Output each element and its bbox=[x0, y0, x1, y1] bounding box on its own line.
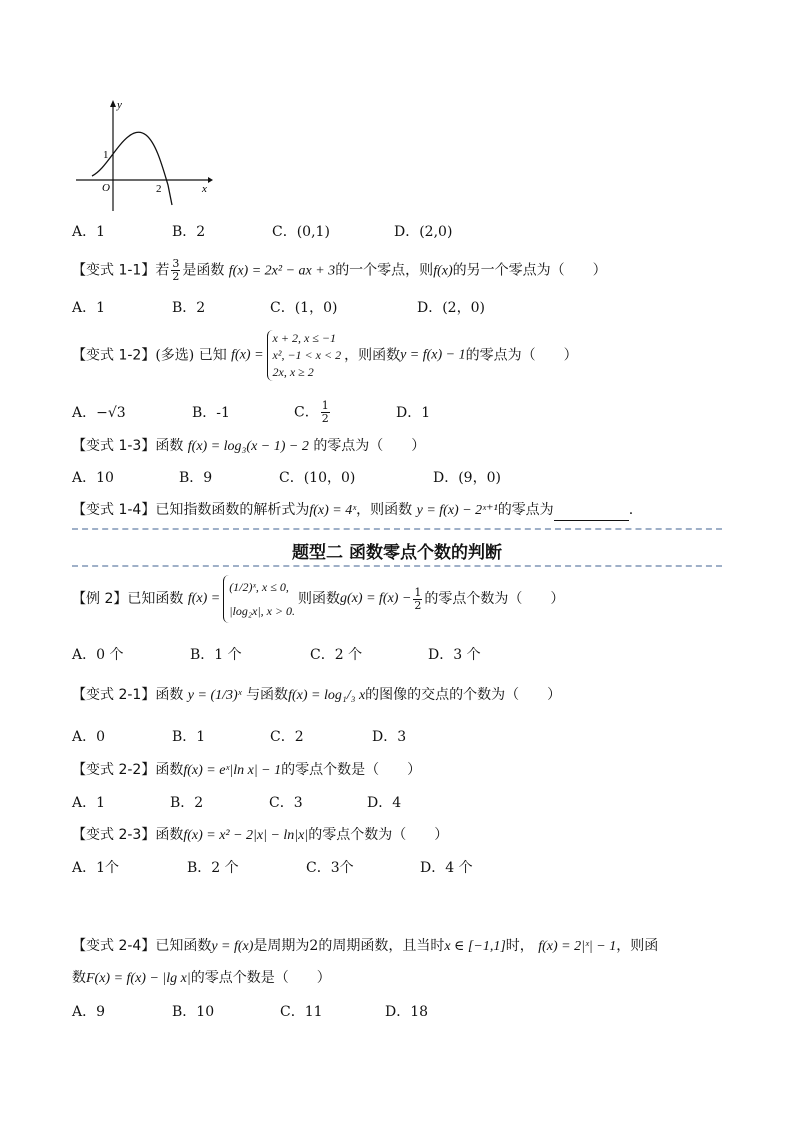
text: 已知函数 bbox=[155, 938, 212, 954]
ex2-question bbox=[72, 575, 564, 631]
text: 数 bbox=[72, 970, 86, 986]
option-a: A．1 bbox=[72, 795, 106, 811]
v21-question bbox=[72, 685, 561, 706]
question-tag: 【变式 2-2】 bbox=[72, 762, 156, 778]
section-divider-bottom bbox=[72, 565, 722, 567]
formula: y = f(x) bbox=[211, 939, 254, 954]
text: 函数 bbox=[155, 827, 184, 843]
option-b: B．10 bbox=[172, 1004, 215, 1020]
section-title: 题型二 函数零点个数的判断 bbox=[292, 543, 502, 563]
origin-label: O bbox=[102, 182, 110, 194]
fraction: $\frac{1}{2}$ bbox=[321, 399, 329, 425]
text: (多选) 已知 bbox=[155, 347, 227, 364]
q0-options bbox=[72, 222, 452, 242]
option-a: A．1 bbox=[72, 300, 106, 316]
formula: f(x) = x² − 2|x| − ln|x| bbox=[183, 828, 309, 843]
v24-question-line2 bbox=[72, 968, 331, 989]
v23-question bbox=[72, 825, 448, 846]
option-b: B．2 bbox=[172, 300, 206, 316]
section-divider-top bbox=[72, 528, 722, 530]
option-c: C．(1，0) bbox=[270, 300, 338, 316]
option-d: D．4 个 bbox=[420, 860, 473, 876]
option-a: A．1个 bbox=[72, 860, 120, 876]
text: ，则函 bbox=[616, 938, 659, 954]
question-tag: 【变式 2-1】 bbox=[72, 687, 156, 703]
formula: f(x) = 2|ˣ| − 1 bbox=[538, 939, 617, 954]
text: 则函数 bbox=[298, 591, 341, 607]
text: 的另一个零点为（ ） bbox=[452, 262, 607, 279]
text: 的零点为（ ） bbox=[313, 438, 426, 454]
formula: f(x) = bbox=[231, 347, 264, 363]
answer-blank[interactable] bbox=[554, 506, 629, 521]
v23-options bbox=[72, 858, 473, 878]
option-d: D．(2,0) bbox=[394, 224, 453, 240]
v24-question-line1 bbox=[72, 936, 658, 957]
v21-options bbox=[72, 727, 406, 747]
option-d: D．18 bbox=[385, 1004, 429, 1020]
text: 函数 bbox=[155, 687, 184, 703]
text: 是周期为 bbox=[253, 938, 310, 954]
option-b: B．2 bbox=[172, 224, 206, 240]
text: 函数 bbox=[155, 762, 184, 778]
option-d: D．(2，0) bbox=[417, 300, 485, 316]
formula: f(x) = eˣ|ln x| − 1 bbox=[183, 763, 282, 778]
option-a: A．10 bbox=[72, 470, 114, 486]
formula: f(x) = log₁/₃ x bbox=[288, 688, 366, 703]
option-a: A．1 bbox=[72, 224, 106, 240]
option-c: C．3 bbox=[269, 795, 303, 811]
formula: y = f(x) − 2ˣ⁺¹ bbox=[416, 503, 498, 518]
question-tag: 【变式 1-4】 bbox=[72, 502, 156, 518]
option-c: C．3个 bbox=[306, 860, 354, 876]
text: 的零点个数是（ ） bbox=[190, 970, 331, 986]
text: 时， bbox=[505, 938, 534, 954]
formula: g(x) = f(x) − bbox=[340, 591, 412, 606]
text: 的图像的交点的个数为（ ） bbox=[365, 687, 562, 703]
text: 是函数 bbox=[182, 262, 225, 279]
option-b: B．1 bbox=[172, 729, 206, 745]
option-b: B．-1 bbox=[192, 404, 230, 421]
text: 的零点个数为（ ） bbox=[424, 591, 565, 607]
option-d: D．1 bbox=[396, 404, 431, 421]
v22-question bbox=[72, 760, 421, 781]
text: 与函数 bbox=[246, 687, 289, 703]
piecewise-cases: x + 2, x ≤ −1 x², −1 < x < 2 2x, x ≥ 2 bbox=[267, 330, 342, 381]
x-axis-label: x bbox=[202, 183, 207, 195]
text: 的零点为 bbox=[497, 502, 554, 518]
text: 的一个零点，则 bbox=[335, 262, 434, 279]
option-b: B．2 bbox=[170, 795, 204, 811]
formula: f(x) bbox=[433, 263, 453, 279]
formula: y = (1/3)ˣ bbox=[187, 688, 242, 703]
ex2-options bbox=[72, 645, 481, 665]
v22-options bbox=[72, 793, 401, 813]
text: 函数 bbox=[155, 438, 184, 454]
question-tag: 【例 2】 bbox=[72, 591, 128, 607]
option-a: A．0 个 bbox=[72, 647, 124, 663]
text: 的零点个数是（ ） bbox=[281, 762, 422, 778]
text: 已知指数函数的解析式为 bbox=[155, 502, 310, 518]
text: . bbox=[628, 502, 634, 518]
function-graph bbox=[72, 95, 217, 215]
option-c: C． $\frac{1}{2}$ bbox=[294, 399, 329, 425]
formula: f(x) = 2x² − ax + 3 bbox=[228, 263, 336, 279]
option-d: D．(9，0) bbox=[433, 470, 501, 486]
text: 若 bbox=[155, 262, 170, 279]
text: 的零点为（ ） bbox=[465, 347, 578, 364]
question-tag: 【变式 1-3】 bbox=[72, 438, 156, 454]
y-axis-label: y bbox=[117, 99, 122, 111]
option-d: D．4 bbox=[367, 795, 402, 811]
option-b: B．1 个 bbox=[190, 647, 242, 663]
v14-question bbox=[72, 500, 633, 521]
v24-options bbox=[72, 1002, 428, 1022]
formula: f(x) = 4ˣ bbox=[309, 503, 357, 518]
x-tick-label: 2 bbox=[156, 183, 162, 195]
fraction: $\frac{3}{2}$ bbox=[172, 257, 180, 283]
v11-question bbox=[72, 258, 607, 283]
v12-question bbox=[72, 330, 578, 386]
v11-options bbox=[72, 298, 485, 318]
y-axis-arrow bbox=[110, 100, 116, 107]
question-tag: 【变式 1-2】 bbox=[72, 347, 156, 364]
option-c: C．11 bbox=[280, 1004, 323, 1020]
fraction: $\frac{1}{2}$ bbox=[414, 585, 422, 612]
formula: f(x) = log₃(x − 1) − 2 bbox=[187, 439, 309, 454]
option-a: A．0 bbox=[72, 729, 106, 745]
text: ，则函数 bbox=[356, 502, 413, 518]
v12-options bbox=[72, 400, 430, 425]
question-tag: 【变式 1-1】 bbox=[72, 262, 156, 279]
option-b: B．9 bbox=[179, 470, 213, 486]
text: ，则函数 bbox=[344, 347, 401, 364]
text: 的周期函数，且当时 bbox=[318, 938, 445, 954]
question-tag: 【变式 2-3】 bbox=[72, 827, 156, 843]
text: 已知函数 bbox=[127, 591, 184, 607]
formula: y = f(x) − 1 bbox=[400, 347, 466, 363]
x-axis-arrow bbox=[208, 177, 213, 183]
y-tick-label: 1 bbox=[103, 149, 109, 161]
option-c: C．(0,1) bbox=[272, 224, 330, 240]
v13-options bbox=[72, 468, 501, 488]
option-b: B．2 个 bbox=[187, 860, 239, 876]
option-c: C．2 bbox=[270, 729, 304, 745]
formula: f(x) = bbox=[187, 591, 221, 606]
question-tag: 【变式 2-4】 bbox=[72, 938, 156, 954]
piecewise-cases: (1/2)ˣ, x ≤ 0, |log₂x|, x > 0. bbox=[223, 575, 295, 623]
formula: x ∈ [−1,1] bbox=[444, 939, 506, 954]
option-c: C．2 个 bbox=[310, 647, 363, 663]
option-a: A．9 bbox=[72, 1004, 106, 1020]
text: 2 bbox=[309, 938, 319, 954]
v13-question bbox=[72, 436, 425, 457]
formula: F(x) = f(x) − |lg x| bbox=[86, 971, 191, 986]
option-a: A．−√3 bbox=[72, 404, 126, 421]
option-d: D．3 bbox=[372, 729, 407, 745]
option-c: C．(10，0) bbox=[279, 470, 356, 486]
text: 的零点个数为（ ） bbox=[308, 827, 449, 843]
option-d: D．3 个 bbox=[428, 647, 481, 663]
